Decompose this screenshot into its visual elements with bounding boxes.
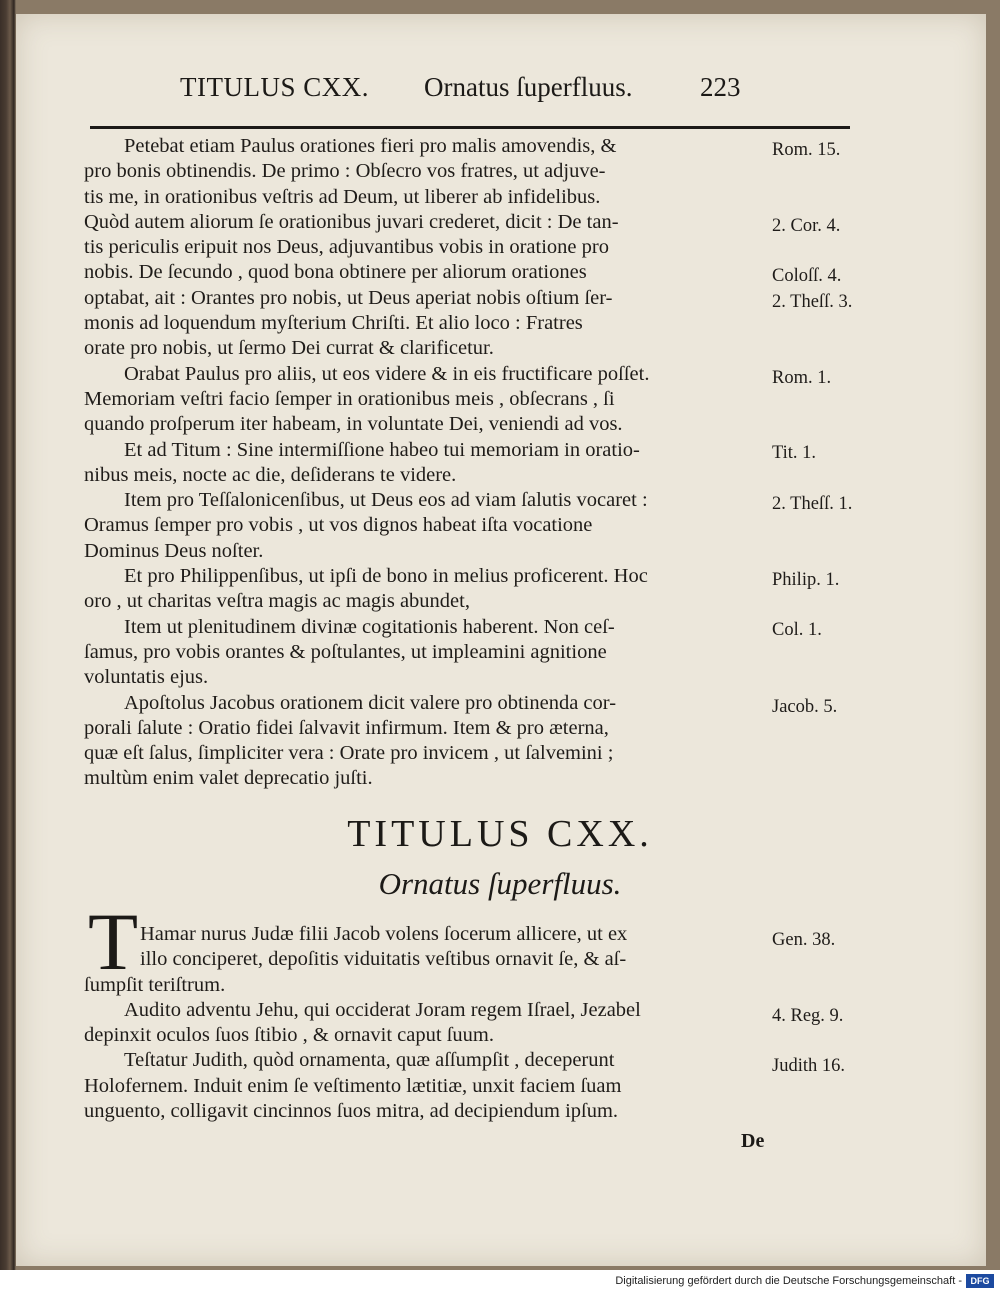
margin-reference: Gen. 38. <box>772 930 836 950</box>
header-rule <box>90 126 850 129</box>
text-line: orate pro nobis, ut ſermo Dei currat & clarificetur. <box>84 337 494 360</box>
text-line: nibus meis, nocte ac die, deſiderans te videre. <box>84 463 457 486</box>
text-line: pro bonis obtinendis. De primo : Obſecro vos fratres, ut adjuve- <box>84 160 606 183</box>
text-line: tis me, in orationibus veſtris ad Deum, ut liberer ab infidelibus. <box>84 185 601 208</box>
text-line: Et ad Titum : Sine intermiſſione habeo tui memoriam in oratio- <box>124 438 640 461</box>
text-line: Item ut plenitudinem divinæ cogitationis haberent. Non ceſ- <box>124 615 615 638</box>
text-line: Orabat Paulus pro aliis, ut eos videre & in eis fructificare poſſet. <box>124 362 650 385</box>
margin-reference: 2. Cor. 4. <box>772 216 841 236</box>
text-line: porali ſalute : Oratio fidei ſalvavit infirmum. Item & pro æterna, <box>84 716 609 739</box>
text-line: depinxit oculos ſuos ſtibio , & ornavit caput ſuum. <box>84 1024 494 1047</box>
margin-reference: Tit. 1. <box>772 443 817 463</box>
text-line: optabat, ait : Orantes pro nobis, ut Deus aperiat nobis oſtium ſer- <box>84 286 613 309</box>
margin-reference: 4. Reg. 9. <box>772 1006 844 1026</box>
page-number: 223 <box>700 72 741 102</box>
drop-cap: T <box>88 896 139 987</box>
text-line: Audito adventu Jehu, qui occiderat Joram regem Iſrael, Jezabel <box>124 998 641 1021</box>
text-line: Dominus Deus noſter. <box>84 539 264 562</box>
text-line: Item pro Teſſalonicenſibus, ut Deus eos ad viam ſalutis vocaret : <box>124 489 648 512</box>
text-line: tis periculis eripuit nos Deus, adjuvantibus vobis in oratione pro <box>84 236 609 259</box>
text-line: illo conciperet, depoſitis viduitatis veſtibus ornavit ſe, & aſ- <box>140 948 627 971</box>
header-title: TITULUS CXX. <box>180 72 369 102</box>
text-line: nobis. De ſecundo , quod bona obtinere per aliorum orationes <box>84 261 587 284</box>
text-line: unguento, colligavit cincinnos ſuos mitra, ad decipiendum ipſum. <box>84 1100 619 1123</box>
text-line: quæ eſt ſalus, ſimpliciter vera : Orate pro invicem , ut ſalvemini ; <box>84 742 614 765</box>
margin-reference: Coloſſ. 4. <box>772 266 842 286</box>
text-line: quando proſperum iter habeam, in voluntate Dei, veniendi ad vos. <box>84 413 623 436</box>
text-line: monis ad loquendum myſterium Chriſti. Et alio loco : Fratres <box>84 312 583 335</box>
section-heading: TITULUS CXX. <box>347 813 653 855</box>
running-header <box>180 72 740 112</box>
catchword: De <box>741 1130 765 1152</box>
text-line: Memoriam veſtri facio ſemper in orationibus meis , obſecrans , ſi <box>84 387 615 410</box>
footer-credit: Digitalisierung gefördert durch die Deutsche Forschungsgemeinschaft - <box>615 1275 962 1287</box>
margin-reference: Rom. 1. <box>772 368 832 388</box>
text-line: Petebat etiam Paulus orationes fieri pro malis amovendis, & <box>124 135 617 157</box>
text-line: Et pro Philippenſibus, ut ipſi de bono in melius proficerent. Hoc <box>124 565 648 588</box>
section1-text <box>84 134 774 792</box>
margin-reference: 2. Theſſ. 3. <box>772 292 853 312</box>
dfg-logo[interactable]: DFG <box>966 1274 994 1288</box>
margin-reference: 2. Theſſ. 1. <box>772 494 853 514</box>
text-line: Apoſtolus Jacobus orationem dicit valere pro obtinenda cor- <box>124 691 617 714</box>
text-line: voluntatis ejus. <box>84 666 209 689</box>
text-line: oro , ut charitas veſtra magis ac magis abundet, <box>84 590 470 613</box>
margin-reference: Judith 16. <box>772 1056 845 1076</box>
section-subheading: Ornatus ſuperfluus. <box>378 866 622 901</box>
margin-reference: Jacob. 5. <box>772 697 838 717</box>
text-line: ſumpſit teriſtrum. <box>84 973 226 996</box>
footer-bar <box>0 1270 1000 1295</box>
text-line: Oramus ſemper pro vobis , ut vos dignos habeat iſta vocatione <box>84 514 593 537</box>
header-subtitle: Ornatus ſuperfluus. <box>424 72 633 102</box>
text-line: Hamar nurus Judæ filii Jacob volens ſocerum allicere, ut ex <box>140 923 628 945</box>
margin-reference: Philip. 1. <box>772 570 840 590</box>
text-line: ſamus, pro vobis orantes & poſtulantes, ut impleamini agnitione <box>84 640 607 663</box>
text-line: Holofernem. Induit enim ſe veſtimento lætitiæ, unxit faciem ſuam <box>84 1074 622 1097</box>
text-line: Quòd autem aliorum ſe orationibus juvari crederet, dicit : De tan- <box>84 210 619 233</box>
section2-text <box>84 922 774 1124</box>
margin-reference: Rom. 15. <box>772 140 841 160</box>
text-line: Teſtatur Judith, quòd ornamenta, quæ aſſumpſit , deceperunt <box>124 1049 615 1072</box>
margin-reference: Col. 1. <box>772 620 822 640</box>
text-line: multùm enim valet deprecatio juſti. <box>84 767 373 790</box>
